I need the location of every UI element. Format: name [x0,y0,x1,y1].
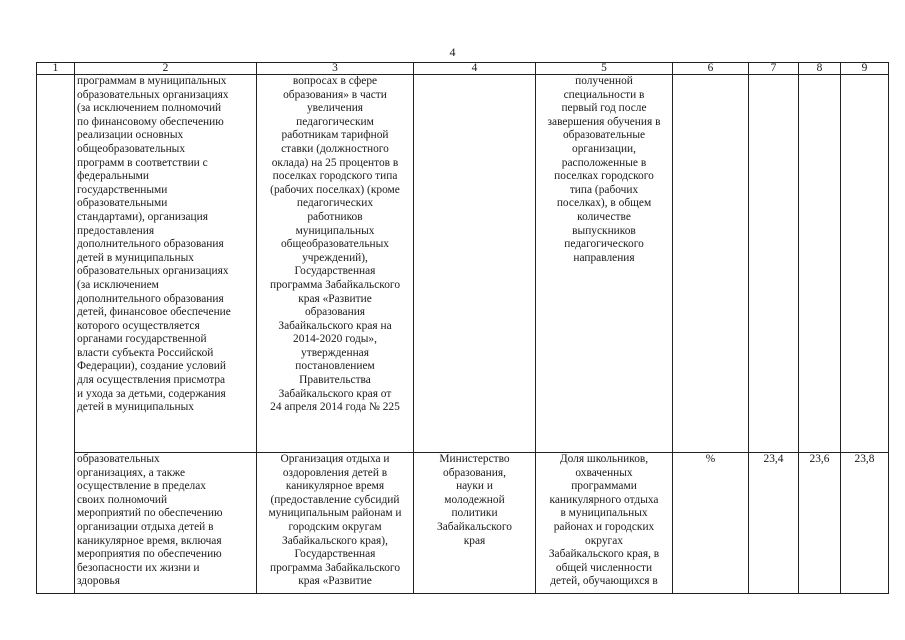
column-number: 9 [841,63,889,75]
authority-text-cell [75,453,257,594]
text-line: специальности в [563,88,645,101]
text-line: программами [571,480,637,493]
text-line: органами государственной [77,333,207,346]
text-line: для осуществления присмотра [77,374,226,387]
text-line: увеличения [306,102,364,115]
text-line: учреждений), [302,251,368,264]
text-line: края «Развитие [298,575,372,588]
text-line: Организация отдыха и [280,453,390,465]
text-line: общей численности [555,561,653,574]
text-line: детей в муниципальных [77,401,194,414]
text-line: власти субъекта Российской [77,346,214,359]
text-line: (предоставление субсидий [270,493,400,506]
text-line: Министерство [439,453,510,465]
text-line: молодежной [444,493,505,506]
text-line: организациях, а также [77,466,186,479]
text-line: детей, обучающихся в [550,575,658,588]
text-line: охваченных [575,466,633,479]
text-line: образования [304,306,366,319]
text-line: Забайкальского края, в [548,548,660,561]
text-line: программ в соответствии с [77,156,208,169]
column-number: 6 [673,63,749,75]
text-line: педагогического [564,238,644,251]
text-line: дополнительного образования [77,292,224,305]
text-line: стандартами), организация [77,210,208,223]
value-cell [749,75,799,453]
text-line: здоровья [77,575,120,588]
text-line: ставки (должностного [281,142,389,155]
text-line: в муниципальных [560,507,648,520]
text-line: каникулярное время [285,480,385,493]
value-cell: 23,8 [841,453,889,594]
text-line: округах [585,534,623,547]
text-line: образовательными [77,197,168,210]
text-line: мероприятия по обеспечению [77,548,222,561]
text-line: поселках), в общем [556,197,652,210]
text-line: образования, [443,466,506,479]
value-cell [841,75,889,453]
text-line: постановлением [295,360,375,373]
text-line: программа Забайкальского [269,278,401,291]
text-line: поселках городского [554,170,654,183]
text-line: полученной [575,75,633,87]
column-number: 5 [536,63,673,75]
text-line: предоставления [77,224,155,237]
text-line: поселках городского типа [272,170,398,183]
text-line: каникулярного отдыха [549,493,659,506]
text-line: образовательных [77,453,160,465]
value-cell [799,75,841,453]
column-number: 1 [37,63,75,75]
text-line: городским округам [288,520,382,533]
table-row [37,75,889,453]
text-line: организации отдыха детей в [77,520,214,533]
text-line: муниципальным районам и [268,507,402,520]
text-line: муниципальных [295,224,375,237]
column-number: 3 [257,63,414,75]
table-row [37,453,889,594]
column-number: 7 [749,63,799,75]
text-line: (рабочих поселках) (кроме [270,183,400,196]
text-line: детей в муниципальных [77,251,194,264]
program-text-cell [257,453,414,594]
text-line: образовательные [562,129,646,142]
text-line: политики [451,507,498,520]
authority-text-cell [75,75,257,453]
text-line: программа Забайкальского [269,561,401,574]
text-line: Забайкальского края на [278,319,392,332]
text-line: Федерации), создание условий [77,360,226,373]
text-line: науки и [456,480,493,493]
text-line: 24 апреля 2014 года № 225 [270,401,400,414]
text-line: типа (рабочих [569,183,639,196]
text-line: которого осуществляется [77,319,200,332]
text-line: Забайкальского края от [278,387,392,400]
text-line: образовательных организациях [77,265,229,278]
text-line: общеобразовательных [77,142,186,155]
text-line: мероприятий по обеспечению [77,507,223,520]
text-line: образовательных организациях [77,88,229,101]
text-line: края [463,534,486,547]
text-line: программам в муниципальных [77,75,227,87]
text-line: работникам тарифной [281,129,389,142]
responsible-cell [414,453,536,594]
text-line: своих полномочий [77,493,168,506]
text-line: организации, [572,142,636,155]
text-line: общеобразовательных [280,238,390,251]
text-line: Государственная [294,265,376,278]
program-text-cell [257,75,414,453]
column-number: 4 [414,63,536,75]
text-line: (за исключением [77,278,159,291]
page-number: 4 [449,45,456,59]
text-line: Доля школьников, [559,453,649,465]
text-line: края «Развитие [298,292,372,305]
column-number-row [37,63,889,75]
indicators-table [36,62,889,594]
text-line: федеральными [77,170,149,183]
text-line: оздоровления детей в [282,466,388,479]
text-line: Государственная [294,548,376,561]
text-line: Забайкальского [437,520,512,533]
text-line: расположенные в [561,156,647,169]
text-line: вопросах в сфере [292,75,378,87]
text-line: педагогическим [296,115,374,128]
column-number: 8 [799,63,841,75]
responsible-cell [414,75,536,453]
value-cell: 23,6 [799,453,841,594]
text-line: осуществление в пределах [77,480,206,493]
text-line: утвержденная [301,346,369,359]
indicator-text-cell [536,75,673,453]
text-line: детей, финансовое обеспечение [77,306,231,319]
text-line: педагогических [296,197,374,210]
column-number: 2 [75,63,257,75]
text-line: по финансовому обеспечению [77,115,224,128]
text-line: реализации основных [77,129,184,142]
unit-cell: % [673,453,749,594]
text-line: выпускников [572,224,636,237]
text-line: дополнительного образования [77,238,224,251]
text-line: первый год после [561,102,647,115]
text-line: работников [307,210,363,223]
unit-cell [673,75,749,453]
text-line: (за исключением полномочий [77,102,222,115]
text-line: и ухода за детьми, содержания [77,387,226,400]
text-line: образования» в части [283,88,387,101]
text-line: безопасности их жизни и [77,561,200,574]
text-line: 2014-2020 годы», [293,333,377,346]
text-line: районах и городских [553,520,655,533]
value-cell: 23,4 [749,453,799,594]
text-line: Забайкальского края), [282,534,388,547]
text-line: каникулярное время, включая [77,534,222,547]
text-line: оклада) на 25 процентов в [271,156,399,169]
text-line: количестве [577,210,631,223]
indicator-text-cell [536,453,673,594]
text-line: направления [573,251,635,264]
text-line: государственными [77,183,168,196]
text-line: Правительства [299,374,371,387]
text-line: завершения обучения в [547,115,661,128]
row-number-cell [37,75,75,594]
